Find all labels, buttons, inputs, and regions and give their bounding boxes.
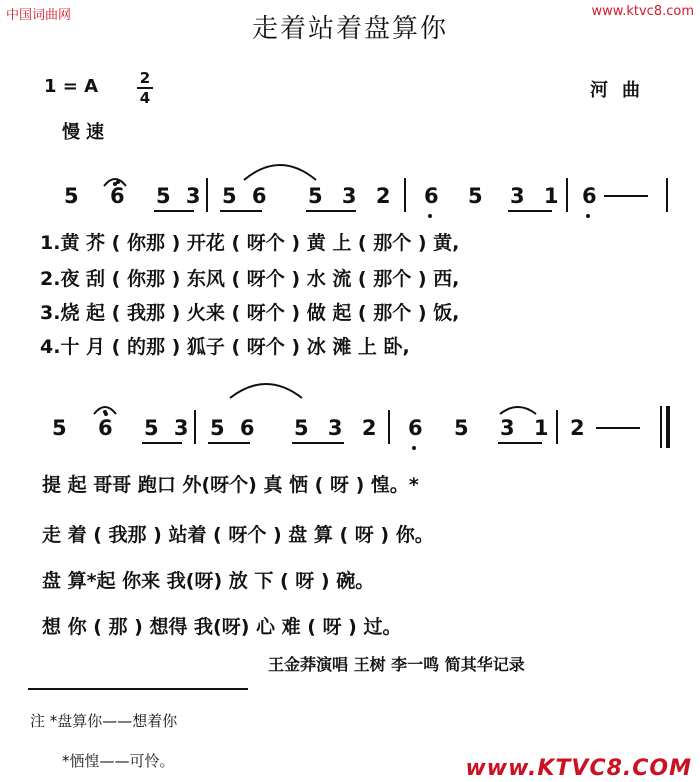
- barline: [666, 178, 668, 212]
- performer-credit: 王金莽演唱 王树 李一鸣 简其华记录: [268, 655, 525, 674]
- underline: [154, 210, 194, 212]
- verse-line: 4.十 月 ( 的那 ) 狐子 ( 呀个 ) 冰 滩 上 卧,: [40, 336, 410, 358]
- time-signature: [137, 70, 153, 106]
- note-s2-9: 2: [570, 416, 585, 440]
- note-s2-5: 5 3 2: [294, 416, 383, 440]
- verse-line: 2.夜 刮 ( 你那 ) 东风 ( 呀个 ) 水 流 ( 那个 ) 西,: [40, 268, 460, 290]
- dot-below: [412, 446, 416, 450]
- sustain-dash: [596, 427, 640, 429]
- site-url[interactable]: www.ktvc8.com: [591, 4, 694, 19]
- dot-above: [104, 412, 108, 416]
- dot-above: [116, 180, 120, 184]
- verse-line: 1.黄 芥 ( 你那 ) 开花 ( 呀个 ) 黄 上 ( 那个 ) 黄,: [40, 232, 460, 254]
- final-barline-thick: [666, 406, 670, 448]
- key-signature: 1 = A: [44, 76, 99, 97]
- barline: [388, 410, 390, 444]
- barline: [206, 178, 208, 212]
- underline: [498, 442, 542, 444]
- note-s1-3: 5 3: [156, 184, 205, 208]
- dot-below: [586, 214, 590, 218]
- slur-2: [226, 370, 306, 406]
- tempo-marking: 慢速: [62, 122, 110, 143]
- underline: [306, 210, 356, 212]
- note-s1-2: 6: [110, 184, 125, 208]
- verse-line: 盘 算*起 你来 我(呀) 放 下 ( 呀 ) 碗。: [42, 570, 375, 592]
- sustain-dash: [604, 195, 648, 197]
- barline: [404, 178, 406, 212]
- final-barline-thin: [660, 406, 662, 448]
- note-s2-8: 3 1: [500, 416, 555, 440]
- verse-line: 提 起 哥哥 跑口 外(呀个) 真 恓 ( 呀 ) 惶。*: [42, 474, 419, 496]
- page-title: 走着站着盘算你: [251, 14, 448, 44]
- footnote-2: *恓惶——可怜。: [62, 752, 175, 770]
- note-s2-2: 6: [98, 416, 113, 440]
- underline: [142, 442, 182, 444]
- time-top: 2: [139, 69, 151, 87]
- note-s1-7: 5: [468, 184, 483, 208]
- note-s2-7: 5: [454, 416, 469, 440]
- underline: [208, 442, 250, 444]
- note-s1-1: 5: [64, 184, 79, 208]
- note-s2-4: 5 6: [210, 416, 259, 440]
- note-s1-6: 6: [424, 184, 439, 208]
- note-s1-9: 6: [582, 184, 597, 208]
- footnote-1: 注 *盘算你——想着你: [30, 712, 178, 730]
- note-s1-8: 3 1: [510, 184, 565, 208]
- note-s2-3: 5 3: [144, 416, 193, 440]
- barline: [194, 410, 196, 444]
- verse-line: 3.烧 起 ( 我那 ) 火来 ( 呀个 ) 做 起 ( 那个 ) 饭,: [40, 302, 460, 324]
- note-s2-6: 6: [408, 416, 423, 440]
- verse-line: 想 你 ( 那 ) 想得 我(呀) 心 难 ( 呀 ) 过。: [42, 616, 402, 638]
- origin-label: 河曲: [590, 80, 654, 101]
- underline: [292, 442, 344, 444]
- underline: [508, 210, 552, 212]
- watermark: www.KTVC8.COM: [465, 756, 692, 781]
- note-s1-5: 5 3 2: [308, 184, 397, 208]
- time-bottom: 4: [139, 89, 151, 107]
- barline: [566, 178, 568, 212]
- site-name[interactable]: 中国词曲网: [6, 8, 72, 23]
- dot-below: [428, 214, 432, 218]
- underline: [220, 210, 262, 212]
- slur-3: [496, 398, 540, 418]
- note-s2-1: 5: [52, 416, 67, 440]
- note-s1-4: 5 6: [222, 184, 271, 208]
- footnote-divider: [28, 688, 248, 690]
- barline: [556, 410, 558, 444]
- verse-line: 走 着 ( 我那 ) 站着 ( 呀个 ) 盘 算 ( 呀 ) 你。: [42, 524, 434, 546]
